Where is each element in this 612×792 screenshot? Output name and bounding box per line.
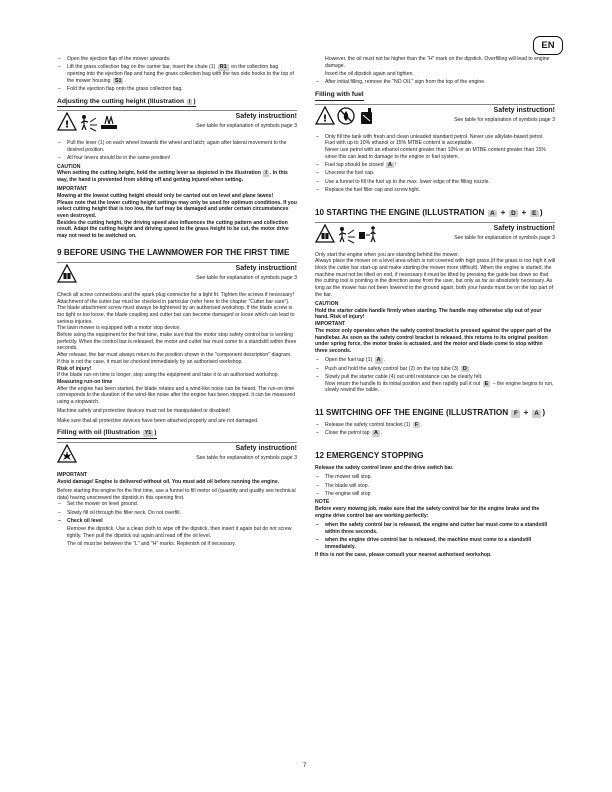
list-item: – Set the mower on level ground. — [57, 501, 297, 508]
keep-distance-icon — [357, 224, 377, 244]
caution-label: CAUTION — [315, 301, 339, 308]
hand-blade-icon — [99, 112, 119, 132]
ref-chip-y1: Y1 — [144, 430, 152, 437]
list-item: – Pull the lever (1) on each wheel towards the wheel and latch; again after lateral movement to the desired position. — [57, 140, 297, 153]
ref-chip-i: I — [265, 170, 267, 177]
paragraph: The oil must be between the "L" and "H" marks. Replenish oil if necessary. — [67, 541, 236, 548]
safety-title: Safety instruction! — [235, 264, 297, 272]
ref-chip-a: A — [488, 210, 498, 218]
ref-chip-f: F — [414, 421, 419, 428]
ref-chip-d: D — [462, 365, 467, 372]
important-label: IMPORTANT — [315, 321, 346, 328]
list-item: – Open the ejection flap of the mower upwards. — [57, 56, 297, 63]
paragraph: After release, the bar must always return to the position shown in the "component description" diagram. — [57, 352, 292, 359]
safety-title: Safety instruction! — [493, 224, 555, 232]
language-badge: EN — [533, 36, 563, 55]
list-item: – Lift the grass collection bag on the carrier bar, insert the chute (1) R1 on the collection bag opening into the ejection flap and hang the grass collection bag with the two side hooks to the top of the mower housing S1 . — [57, 64, 297, 84]
ref-chip-a: A — [388, 161, 392, 168]
caution-text: Hold the starter cable handle firmly when starting. The handle may otherwise slip out of your hand. Risk of injury! — [315, 307, 542, 321]
safety-instruction-box — [57, 442, 297, 466]
paragraph: Machine safety and protective devices must not be manipulated or disabled! — [57, 408, 230, 415]
read-manual-icon — [57, 264, 77, 284]
important-text: Besides the cutting height, the driving speed also influences the cutting pattern and collection result. Adapt the cutting height and driving speed to the grass height to be cut, the motor drive may not need to be switched on. — [57, 219, 289, 240]
svg-text:!: ! — [64, 119, 70, 131]
ref-chip-d: D — [509, 210, 519, 218]
important-text: Avoid damage! Engine is delivered without oil. You must add oil before running the engine. — [57, 478, 280, 485]
section-10-heading: 10 STARTING THE ENGINE (ILLUSTRATION A + D + E ) — [315, 207, 543, 217]
important-text: The motor only operates when the safety control bracket is pressed against the upper part of the handlebar. As soon as the safety control bracket is released, this returns to its original position under spring force, the motor brake is actuated, and the motor and blade come to stop within three seconds. — [315, 327, 552, 354]
list-item: – Open the fuel tap (1) A . — [315, 357, 555, 364]
list-item: – Release the safety control bracket (1) F . — [315, 422, 555, 429]
ref-chip-e: E — [530, 210, 539, 218]
section-11-heading: 11 SWITCHING OFF THE ENGINE (ILLUSTRATION F + A ) — [315, 407, 546, 417]
list-item: – when the safety control bar is released, the engine and cutter bar must come to a standstill within three seconds. — [315, 522, 555, 535]
warning-triangle-icon — [57, 112, 77, 132]
warning-triangle-icon — [315, 106, 335, 126]
ref-chip-s1: S1 — [114, 77, 122, 84]
list-item: – Slowly fill oil through the filler neck. Do not overfill. — [57, 510, 297, 517]
safety-title: Safety instruction! — [235, 444, 297, 452]
paragraph: If this is not the case, it must be checked immediately by an authorised workshop. — [57, 358, 243, 365]
paragraph: Always place the mower on a level area which is not covered with high grass (if the grass is too high it will block the cutter bar start-up and make starting the mower more difficult). When the engine is started, the machine must not be tilted on end, if necessary it must be tilted by pressing the guide bar down so that the cutting tool is pointing in the direction away from the user, but only as far as absolutely necessary. As long as the mower has not been lowered to the ground again, both your hands must be on the top part of the bar. — [315, 258, 556, 298]
paragraph: The lawn mower is equipped with a motor stop device. — [57, 325, 181, 332]
paragraph: Release the safety control lever and the drive switch bar. — [315, 464, 454, 471]
paragraph: Check all screw connections and the spark plug connector for a tight fit. Tighten the screws if necessary! Attachment of the cutter bar must be checked in particular (refer here to the chapter "Cutter bar care"). — [57, 291, 294, 305]
risk-label: Risk of injury! — [57, 365, 92, 372]
paragraph: If the blade run-on time is longer, stop using the equipment and take it to an authorised workshop. — [57, 372, 280, 379]
read-manual-icon — [315, 224, 335, 244]
safety-instruction-box — [315, 104, 555, 128]
list-item: – All four levers should be in the same position! — [57, 155, 297, 162]
paragraph: Before starting the engine for the first time, use a funnel to fill motor oil (quantity and quality see technical data) having unscrewed the dipstick in this opening first. — [57, 487, 296, 501]
list-item: – Slowly pull the starter cable (4) out until resistance can be clearly felt. Now return the handle to its initial position and then rapidly pull it out E – the engine begins to run, slowly rewind the cable. — [315, 374, 555, 394]
paragraph: Before using the equipment for the first time, make sure that the motor stop safety control bar is working perfectly. When the control bar is released, the motor and cutter bar must come to a standstill within three seconds. — [57, 332, 297, 352]
caution-text: When setting the cutting height, hold the setting lever as depicted in the illustration I . In this way, the hand is prevented from sliding off and getting injured when setting. — [57, 170, 288, 183]
cutting-height-heading: Adjusting the cutting height (Illustration I ) — [57, 98, 297, 108]
paragraph: However, the oil must not be higher than the "H" mark on the dipstick. Overfilling will lead to engine damage. — [325, 56, 550, 69]
paragraph: Only start the engine when you are standing behind the mower. — [315, 251, 460, 258]
list-item: – The blade will stop. — [315, 483, 555, 490]
fuel-can-icon — [357, 106, 377, 126]
paragraph: Insert the oil dipstick again and tighten. — [325, 71, 414, 77]
page-number: 7 — [303, 763, 307, 769]
safety-title: Safety instruction! — [235, 113, 297, 121]
paragraph: If this is not the case, please consult your nearest authorised workshop. — [315, 551, 492, 558]
flying-debris-icon — [336, 224, 356, 244]
paragraph: After the engine has been started, the blade rotates and a wind-like noise can be heard. The run-on time corresponds to the duration of the wind-like noise after the engine has been stopped. it can be measured using a stopwatch. — [57, 385, 296, 406]
ref-chip-i: I — [188, 98, 191, 105]
no-fire-icon — [336, 106, 356, 126]
ref-chip-a: A — [376, 357, 381, 364]
paragraph: The blade attachment screw must always be tightened by an authorised workshop. If the blade screw is too tight or too loose, the blade coupling and cutter bar can become damaged or loose which can lead to serious injuries. — [57, 305, 295, 325]
safety-instruction-box — [315, 222, 555, 246]
list-item: – Check oil level — [57, 518, 297, 525]
list-item: – Use a funnel to fill the fuel up to the max. lower edge of the filling nozzle. — [315, 179, 555, 186]
safety-title: Safety instruction! — [493, 106, 555, 114]
safety-subtitle: See table for explanation of symbols page 3 — [454, 234, 555, 241]
flying-debris-icon — [78, 112, 98, 132]
important-label: IMPORTANT — [57, 471, 88, 478]
important-text: Please note that the lower cutting height settings may only be used for optimum conditions. If you select cutting height that is too low, the turf may be damaged and under certain circumstances even destroyed. — [57, 199, 297, 220]
list-item: – The mower will stop. — [315, 474, 555, 481]
list-item: – when the engine drive control bar is released, the machine must come to a standstill immediately. — [315, 537, 555, 550]
safety-instruction-box — [57, 262, 297, 286]
list-item: – Fuel tap should be closed A ! — [315, 162, 555, 169]
runon-label: Measuring run-on time — [57, 378, 113, 385]
ref-chip-a: A — [374, 430, 378, 437]
list-item: – Unscrew the fuel cap. — [315, 170, 555, 177]
note-label: NOTE — [315, 499, 330, 506]
section-9-heading: 9 BEFORE USING THE LAWNMOWER FOR THE FIRST TIME — [57, 247, 290, 257]
right-column — [315, 56, 555, 561]
section-12-heading: 12 EMERGENCY STOPPING — [315, 450, 424, 460]
safety-subtitle: See table for explanation of symbols page 3 — [196, 123, 297, 130]
caution-label: CAUTION — [57, 163, 81, 170]
list-item: – Push and hold the safety control bar (2) on the top tube (3) D . — [315, 366, 555, 373]
list-item: – Fold the ejection flap onto the grass collection bag. — [57, 86, 297, 93]
safety-subtitle: See table for explanation of symbols page 3 — [196, 274, 297, 281]
left-column — [57, 56, 297, 549]
important-text: Mowing at the lowest cutting height should only be carried out on level and plane lawns! — [57, 192, 274, 199]
list-item: – Only fill the tank with fresh and clean unleaded standard petrol. Never use alkylate-based petrol. Fuel with up to 10% ethanol or 15% MTBE content is acceptable. Never use petrol with an ethanol content greater than 10% or an MTBE content greater than 15% since this can lead to damage to the engine or fuel system. — [315, 134, 555, 161]
safety-subtitle: See table for explanation of symbols page 3 — [454, 116, 555, 123]
list-item: – Close the petrol tap A . — [315, 430, 555, 437]
fuel-heading: Filling with fuel — [315, 91, 555, 101]
list-item: – After initial filling, remove the "NO OIL" sign from the top of the engine. — [315, 79, 555, 86]
note-text: Before every mowing job, make sure that the safety control bar for the engine brake and the engine drive control bar are working perfectly: — [315, 505, 540, 519]
list-item: – Replace the fuel filler cap and screw tight. — [315, 187, 555, 194]
ref-chip-a: A — [532, 410, 542, 418]
safety-instruction-box — [57, 110, 297, 134]
safety-subtitle: See table for explanation of symbols page 3 — [196, 454, 297, 461]
list-item: – The engine will stop — [315, 491, 555, 498]
explosion-icon — [57, 444, 77, 464]
paragraph: Make sure that all protective devices have been attached properly and are not damaged. — [57, 417, 259, 424]
paragraph: Remove the dipstick. Use a clean cloth to wipe off the dipstick, then insert it again but do not screw tightly. Then pull the dipstick out again and read off the oil level. — [67, 526, 292, 539]
ref-chip-f: F — [511, 410, 520, 418]
svg-text:!: ! — [322, 113, 328, 124]
oil-heading: Filling with oil (Illustration Y1 ) — [57, 429, 297, 439]
ref-chip-e: E — [484, 380, 489, 387]
important-label: IMPORTANT — [57, 186, 88, 193]
ref-chip-r1: R1 — [219, 64, 227, 71]
